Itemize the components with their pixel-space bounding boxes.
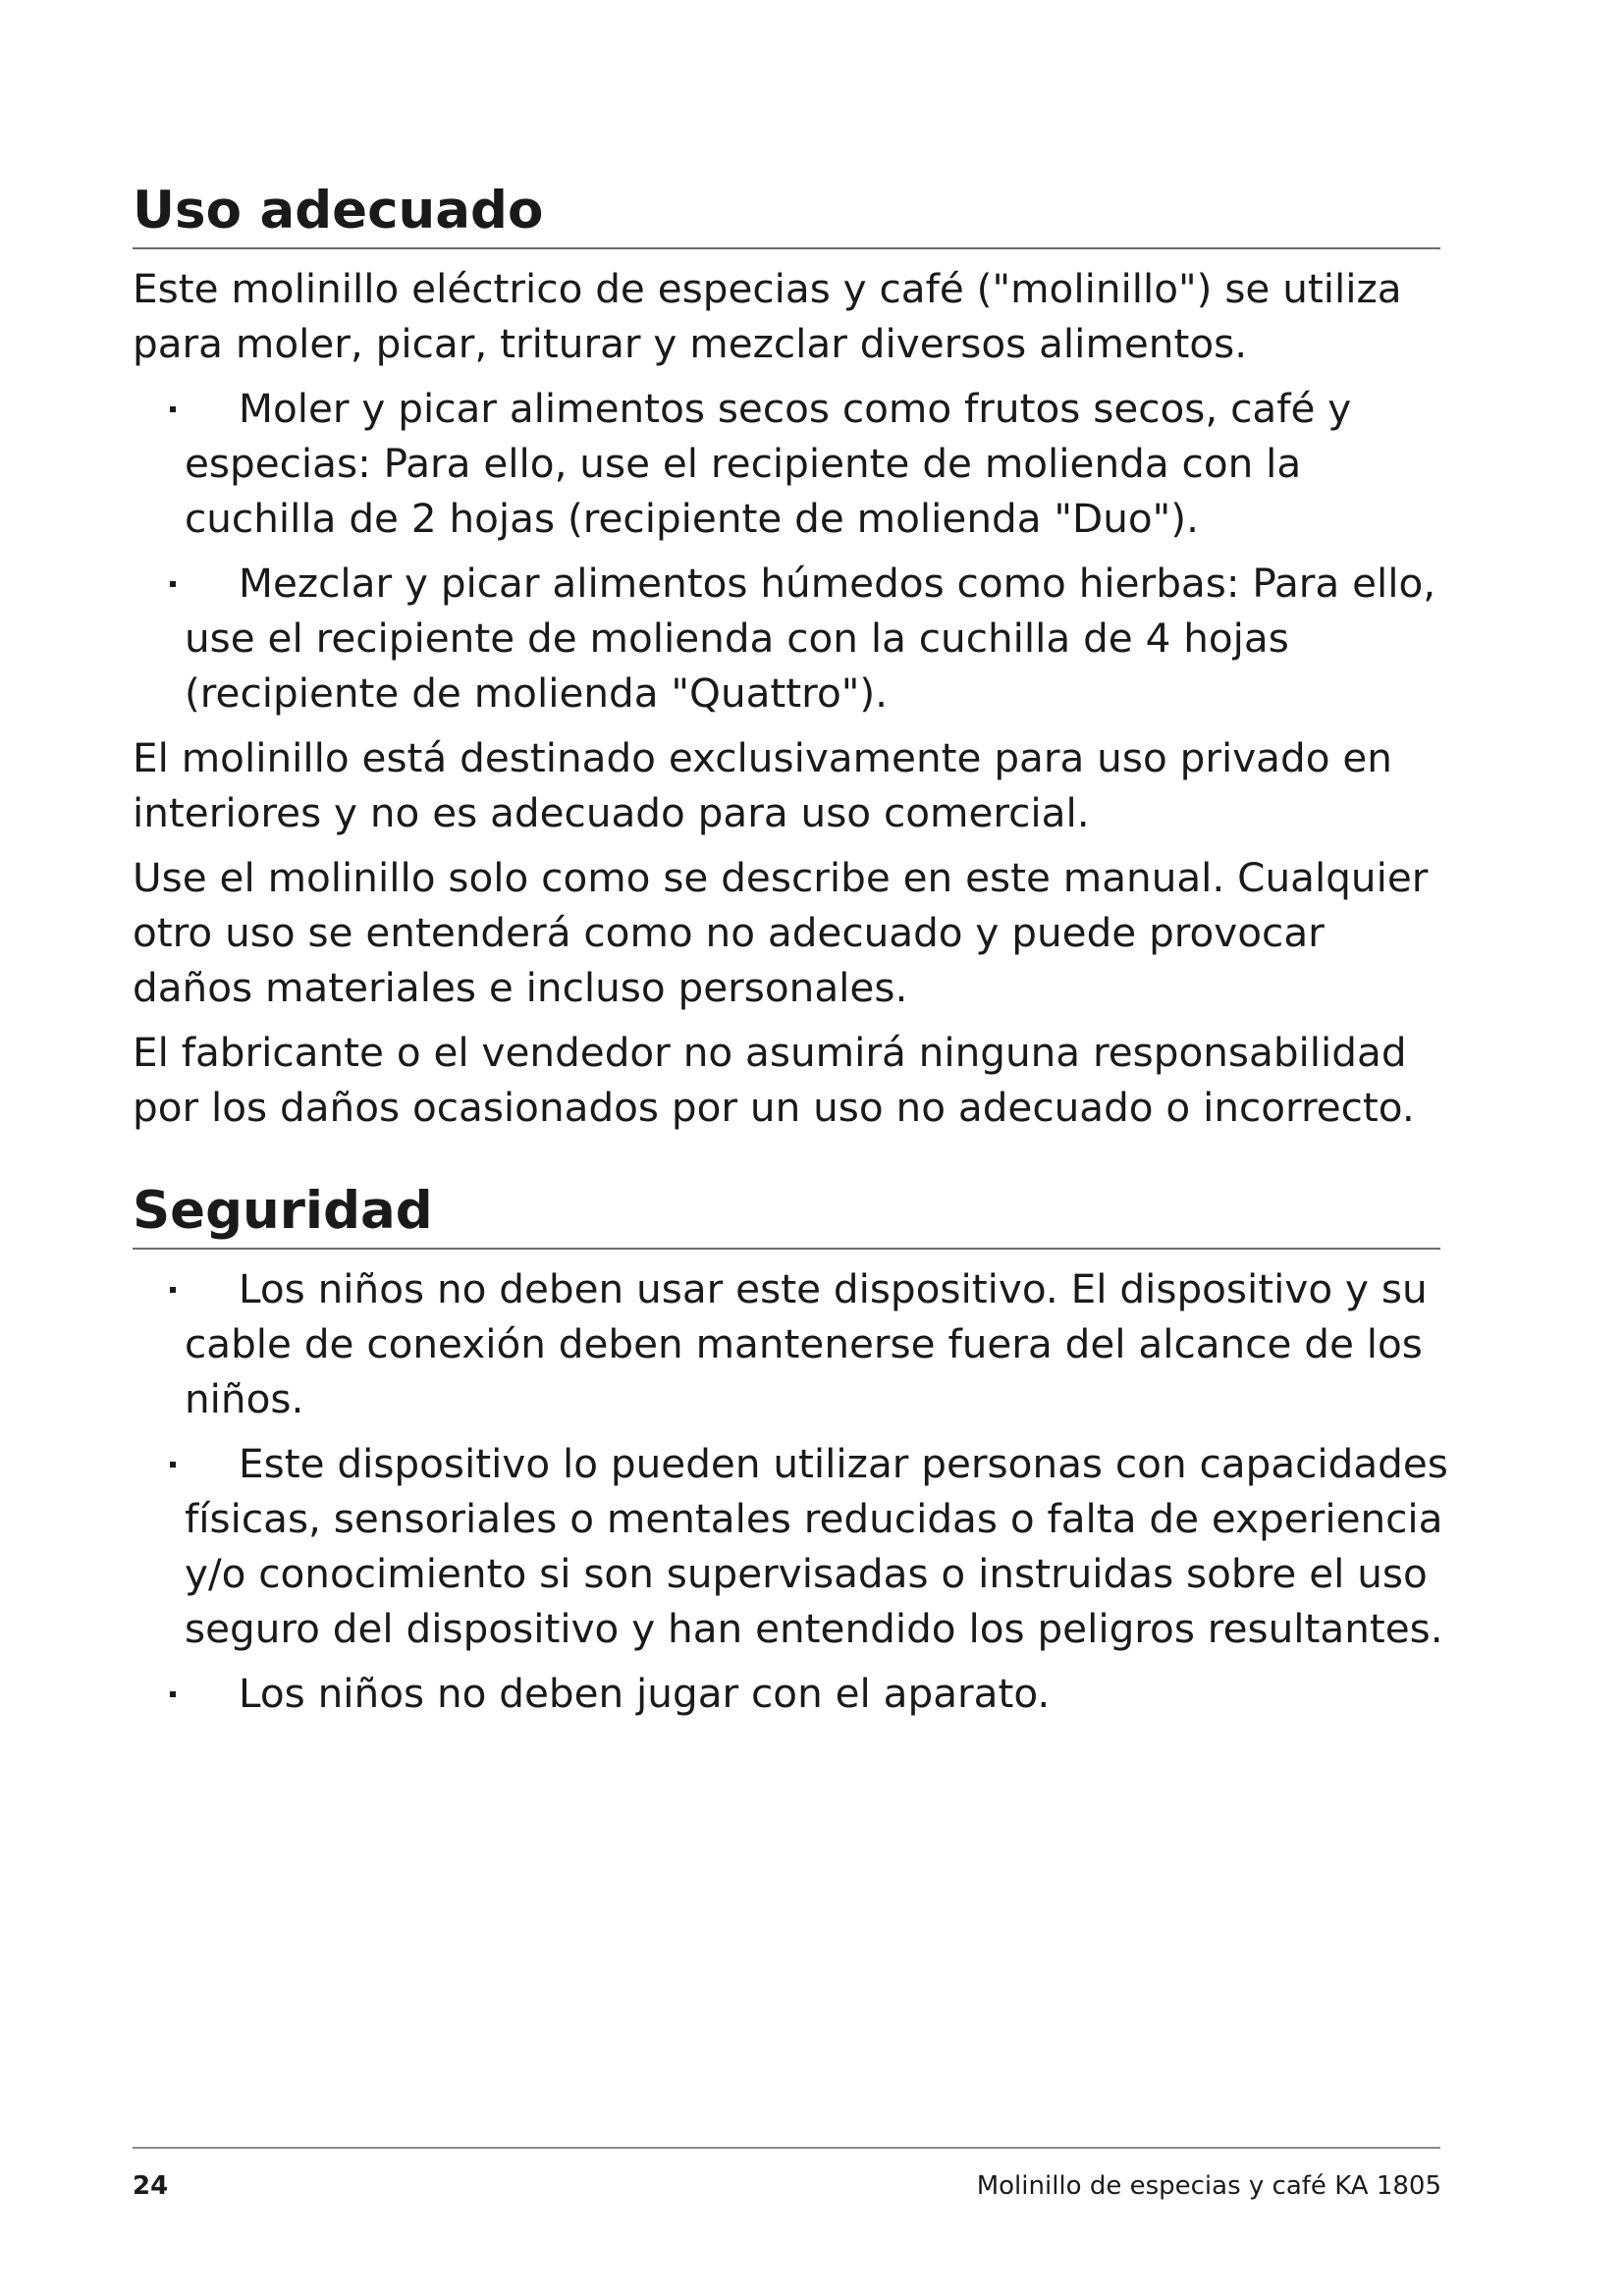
body-paragraph: El fabricante o el vendedor no asumirá ninguna responsabilidad por los daños ocasionados por un uso no adecuado o incorrecto. [133, 1028, 1415, 1131]
bullet-icon [170, 1691, 176, 1697]
body-paragraph: El molinillo está destinado exclusivamente para uso privado en interiores y no es adecuado para uso comercial. [133, 733, 1392, 836]
bullet-icon [170, 1462, 176, 1468]
bullet-list [133, 1261, 1448, 1721]
footer-product-title: Molinillo de especias y café KA 1805 [976, 2171, 1441, 2201]
footer-rule [133, 2147, 1440, 2149]
bullet-icon [170, 406, 176, 412]
intro-paragraph: Este molinillo eléctrico de especias y café ("molinillo") se utiliza para moler, picar, triturar y mezclar diversos alimentos. [133, 264, 1402, 367]
list-item [133, 381, 1448, 546]
list-item-text: Este dispositivo lo pueden utilizar personas con capacidades físicas, sensoriales o mentales reducidas o falta de experiencia y/o conocimiento si son supervisadas o instruidas sobre el uso seguro del dispositivo y han entendido los peligros resultantes. [185, 1439, 1448, 1652]
list-item-text: Los niños no deben usar este dispositivo. El dispositivo y su cable de conexión deben mantenerse fuera del alcance de los niños. [185, 1264, 1428, 1422]
list-item [133, 1436, 1448, 1656]
bullet-list [133, 381, 1448, 721]
list-item-text: Mezclar y picar alimentos húmedos como hierbas: Para ello, use el recipiente de molienda con la cuchilla de 4 hojas (recipiente de molienda "Quattro"). [185, 559, 1436, 717]
section-rule [133, 247, 1440, 249]
list-item [133, 556, 1448, 721]
section-uso-adecuado [133, 182, 1448, 1135]
list-item-text: Los niños no deben jugar con el aparato. [239, 1669, 1051, 1717]
section-seguridad [133, 1182, 1448, 1721]
bullet-icon [170, 1287, 176, 1293]
list-item [133, 1666, 1448, 1721]
list-item [133, 1261, 1448, 1426]
page-number: 24 [133, 2171, 169, 2201]
list-item-text: Moler y picar alimentos secos como frutos secos, café y especias: Para ello, use el recipiente de molienda con la cuchilla de 2 hojas (recipiente de molienda "Duo"). [185, 384, 1352, 542]
section-title: Uso adecuado [133, 181, 544, 240]
section-title: Seguridad [133, 1180, 433, 1241]
bullet-icon [170, 581, 176, 587]
body-paragraph: Use el molinillo solo como se describe en este manual. Cualquier otro uso se entenderá como no adecuado y puede provocar daños materiales e incluso personales. [133, 853, 1429, 1011]
page-content [133, 182, 1448, 1731]
section-rule [133, 1248, 1440, 1250]
